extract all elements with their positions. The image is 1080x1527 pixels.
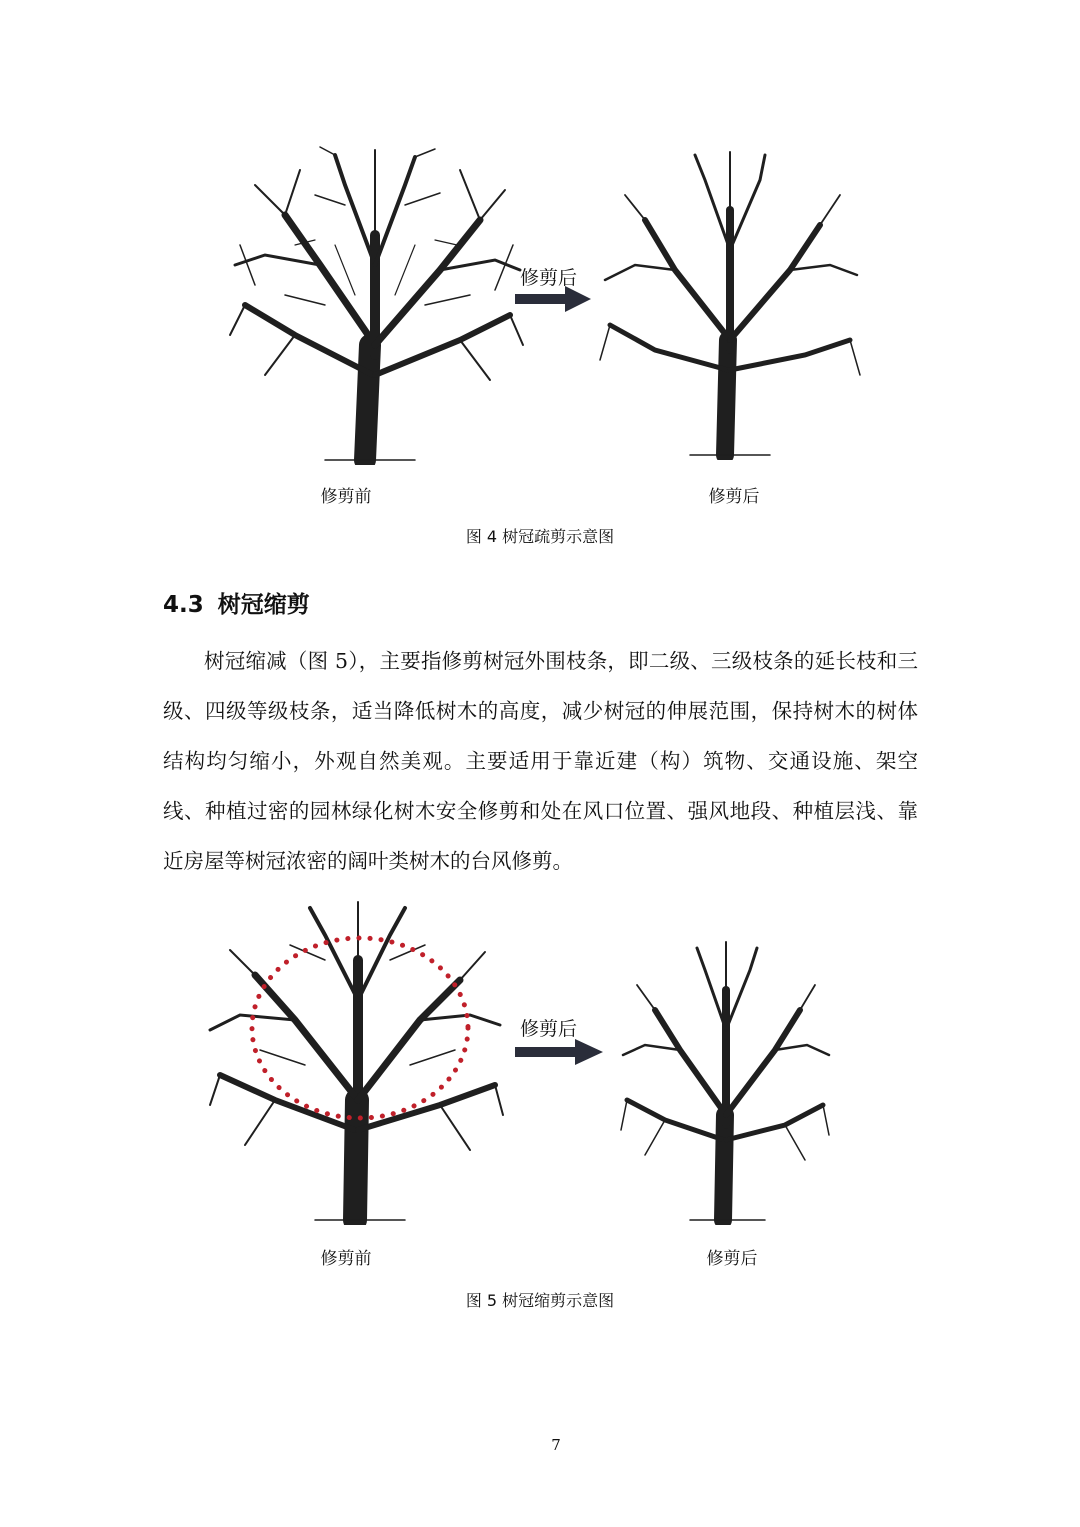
section-number: 4.3 [163, 592, 204, 618]
figure-5-caption: 图 5 树冠缩剪示意图 [465, 1291, 615, 1310]
label-after: 修剪后 [708, 487, 760, 507]
arrow-icon [515, 1037, 605, 1067]
tree-after-reduction-illustration [615, 940, 835, 1225]
tree-after-thinning-illustration [595, 150, 865, 460]
label-before: 修剪前 [320, 1249, 372, 1269]
section-title: 树冠缩剪 [217, 592, 310, 618]
label-before: 修剪前 [320, 487, 372, 507]
section-heading [163, 586, 310, 619]
body-paragraph: 树冠缩减（图 5），主要指修剪树冠外围枝条，即二级、三级枝条的延长枝和三级、四级等级枝条，适当降低树木的高度，减少树冠的伸展范围，保持树木的树体结构均匀缩小，外观自然美观。主要适用于靠近建（构）筑物、交通设施、架空线、种植过密的园林绿化树木安全修剪和处在风口位置、强风地段、种植层浅、靠近房屋等树冠浓密的阔叶类树木的台风修剪。 [163, 649, 918, 873]
arrow-label: 修剪后 [520, 1018, 578, 1040]
tree-before-reduction-illustration [205, 900, 505, 1225]
figure-4-caption: 图 4 树冠疏剪示意图 [465, 527, 615, 546]
page-number: 7 [551, 1436, 561, 1454]
tree-before-thinning-illustration [225, 145, 525, 465]
arrow-label: 修剪后 [520, 267, 578, 289]
label-after: 修剪后 [706, 1249, 758, 1269]
